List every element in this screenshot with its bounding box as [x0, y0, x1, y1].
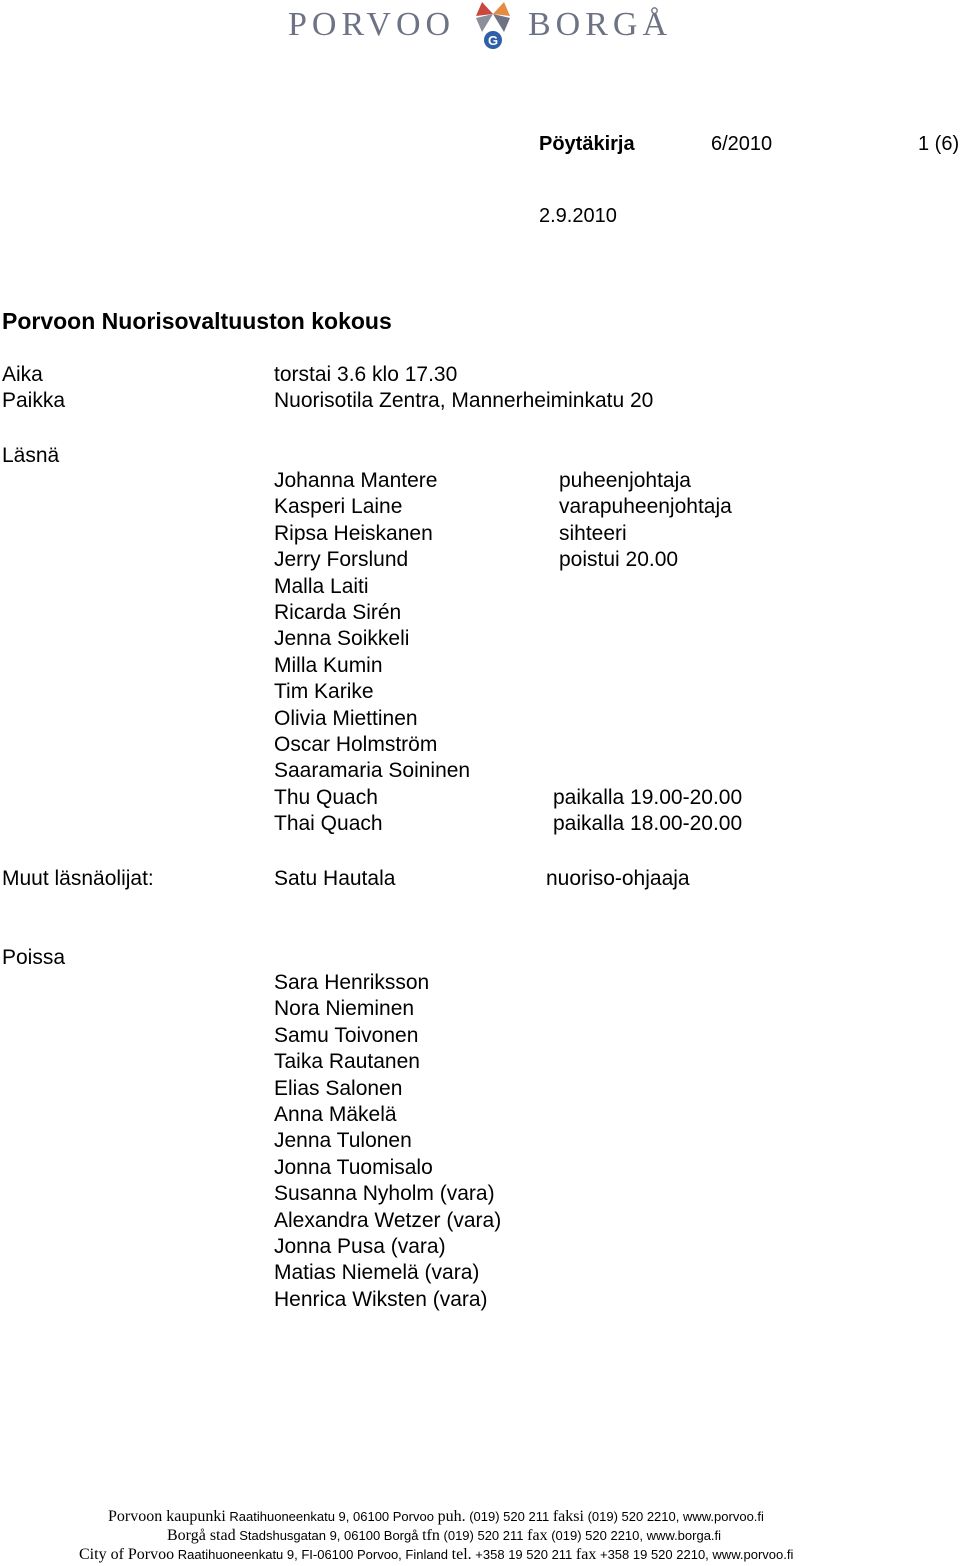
doc-number: 6/2010 [711, 133, 773, 155]
present-name: Ricarda Sirén [274, 601, 402, 625]
absent-name: Susanna Nyholm (vara) [274, 1182, 495, 1206]
meta-value-time: torstai 3.6 klo 17.30 [274, 363, 458, 386]
absent-name: Jenna Tulonen [274, 1129, 412, 1153]
present-roles [559, 468, 732, 574]
footer-address: Raatihuoneenkatu 9, 06100 Porvoo [229, 1509, 434, 1524]
emblem-letter: G [487, 33, 499, 48]
present-times [553, 785, 742, 838]
footer-phone: (019) 520 211 [443, 1528, 524, 1543]
footer-fax-label: faksi [552, 1508, 584, 1525]
meta-value-place: Nuorisotila Zentra, Mannerheiminkatu 20 [274, 389, 654, 413]
footer-web-link[interactable]: www.porvoo.fi [682, 1509, 764, 1524]
footer-web-link[interactable]: www.borga.fi [646, 1528, 722, 1543]
footer-address: Raatihuoneenkatu 9, FI-06100 Porvoo, Finland [177, 1547, 449, 1562]
absent-name: Jonna Pusa (vara) [274, 1235, 446, 1259]
present-name: Saaramaria Soininen [274, 759, 471, 783]
footer-line-sv [167, 1528, 721, 1544]
meta-label-place: Paikka [2, 389, 66, 413]
footer-phone: (019) 520 211 [469, 1509, 550, 1524]
present-role: poistui 20.00 [559, 548, 679, 572]
footer-fax-label: fax [575, 1546, 597, 1563]
footer-phone: +358 19 520 211 [475, 1547, 573, 1562]
present-role: sihteeri [559, 521, 627, 545]
footer-line-fi [108, 1509, 764, 1525]
meta-labels [2, 362, 65, 415]
footer-org: Borgå stad [167, 1527, 236, 1544]
footer-fax: +358 19 520 2210, [599, 1547, 709, 1562]
absent-name: Matias Niemelä (vara) [274, 1261, 480, 1285]
present-name: Oscar Holmström [274, 733, 438, 757]
present-name: Thu Quach [274, 785, 378, 809]
others-role: nuoriso-ohjaaja [546, 867, 690, 890]
logo-text-porvoo: PORVOO [288, 6, 456, 43]
logo-text-borga: BORGÅ [528, 6, 673, 43]
present-name: Ripsa Heiskanen [274, 521, 433, 545]
absent-name: Nora Nieminen [274, 997, 415, 1021]
footer-phone-label: puh. [437, 1508, 466, 1525]
others-name: Satu Hautala [274, 867, 396, 890]
present-name: Johanna Mantere [274, 469, 438, 492]
absent-label: Poissa [2, 946, 66, 969]
absent-name: Anna Mäkelä [274, 1103, 397, 1127]
present-label: Läsnä [2, 444, 60, 467]
city-emblem-icon [470, 0, 516, 56]
footer-fax: (019) 520 2210, [587, 1509, 680, 1524]
absent-name: Elias Salonen [274, 1076, 403, 1100]
absent-name: Henrica Wiksten (vara) [274, 1287, 488, 1311]
present-name: Milla Kumin [274, 653, 383, 677]
footer-org: Porvoon kaupunki [108, 1508, 226, 1525]
footer-fax: (019) 520 2210, [551, 1528, 643, 1543]
present-role: varapuheenjohtaja [559, 495, 732, 519]
doc-date: 2.9.2010 [539, 205, 617, 227]
footer-line-en [79, 1547, 793, 1563]
meta-values [274, 362, 653, 415]
present-time: paikalla 19.00-20.00 [553, 786, 743, 809]
absent-name: Jonna Tuomisalo [274, 1155, 433, 1179]
others-label: Muut läsnäolijat: [2, 867, 154, 890]
footer-web-link[interactable]: www.porvoo.fi [712, 1547, 794, 1562]
present-name: Jerry Forslund [274, 548, 409, 572]
present-name: Tim Karike [274, 680, 374, 704]
present-name: Thai Quach [274, 812, 383, 836]
footer-org: City of Porvoo [79, 1546, 175, 1563]
footer-address: Stadshusgatan 9, 06100 Borgå [239, 1528, 419, 1543]
footer-phone-label: tel. [451, 1546, 472, 1563]
meta-label-time: Aika [2, 363, 43, 386]
present-role: puheenjohtaja [559, 469, 691, 492]
page-title: Porvoon Nuorisovaltuuston kokous [2, 308, 392, 334]
footer-fax-label: fax [527, 1527, 548, 1544]
present-time: paikalla 18.00-20.00 [553, 812, 743, 836]
absent-name: Alexandra Wetzer (vara) [274, 1208, 502, 1232]
absent-name: Samu Toivonen [274, 1023, 419, 1047]
footer-phone-label: tfn [422, 1527, 440, 1544]
present-name: Kasperi Laine [274, 495, 403, 519]
page-number: 1 (6) [918, 133, 960, 155]
present-name: Olivia Miettinen [274, 706, 418, 730]
doc-type: Pöytäkirja [539, 133, 635, 155]
present-names [274, 468, 470, 838]
present-name: Malla Laiti [274, 574, 369, 598]
present-name: Jenna Soikkeli [274, 627, 410, 651]
absent-name: Sara Henriksson [274, 971, 430, 994]
absent-names [274, 970, 501, 1313]
absent-name: Taika Rautanen [274, 1050, 420, 1074]
